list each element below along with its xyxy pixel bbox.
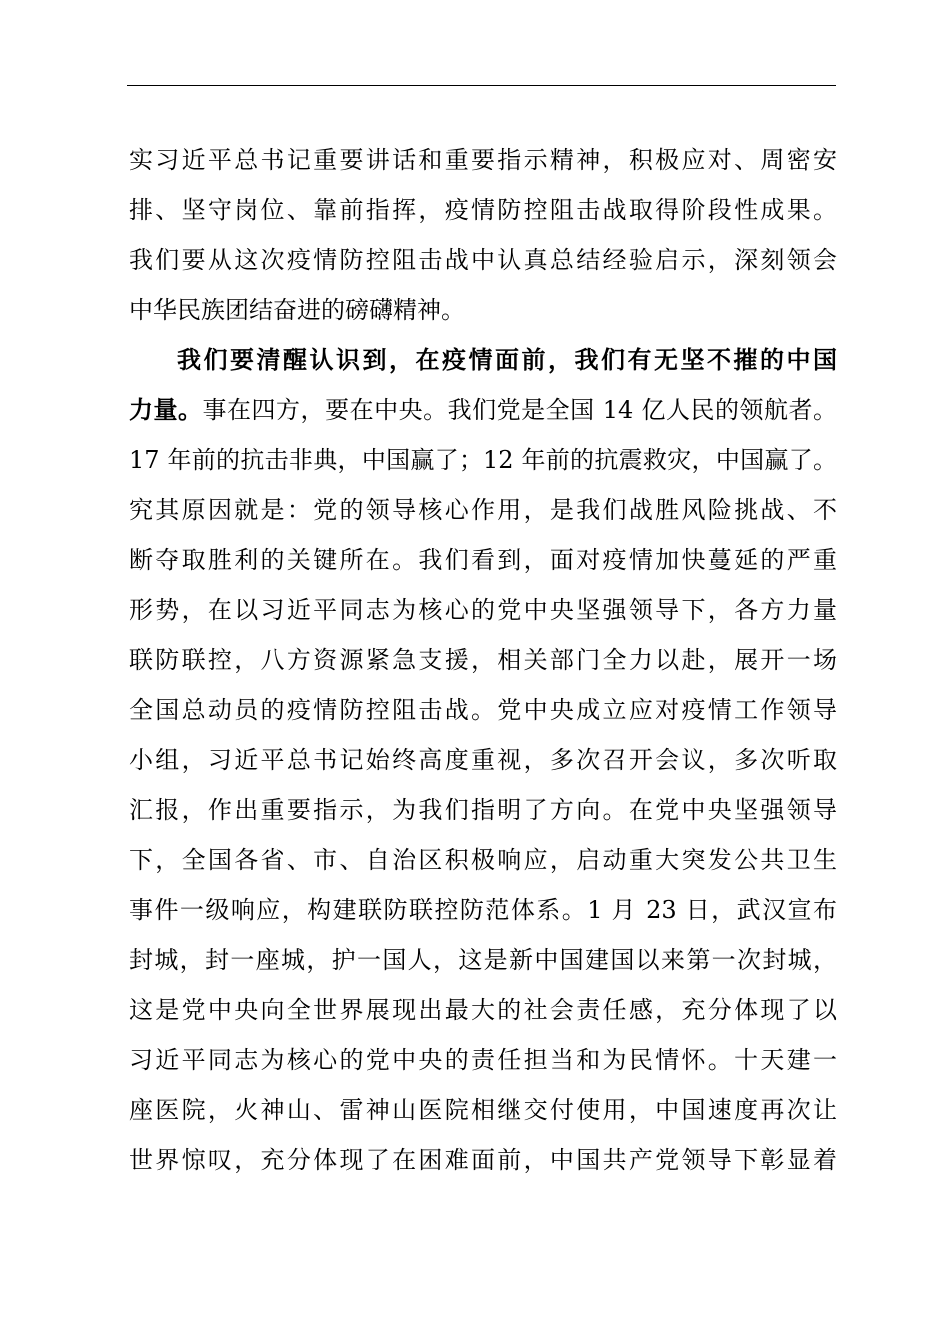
text-line: 形势，在以习近平同志为核心的党中央坚强领导下，各方力量	[129, 596, 837, 624]
text-line: 座医院，火神山、雷神山医院相继交付使用，中国速度再次让	[129, 1096, 837, 1124]
text-line: 封城，封一座城，护一国人，这是新中国建国以来第一次封城，	[129, 946, 837, 974]
text-line: 这是党中央向全世界展现出最大的社会责任感，充分体现了以	[129, 996, 837, 1024]
text-line: 全国总动员的疫情防控阻击战。党中央成立应对疫情工作领导	[129, 696, 837, 724]
paragraph-1	[129, 135, 837, 335]
text-line	[129, 385, 837, 435]
document-body	[129, 135, 837, 1185]
header-rule	[127, 85, 836, 86]
bold-lead-line: 我们要清醒认识到，在疫情面前，我们有无坚不摧的中国	[177, 345, 837, 374]
text-line: 排、坚守岗位、靠前指挥，疫情防控阻击战取得阶段性成果。	[129, 196, 837, 224]
text-line: 联防联控，八方资源紧急支援，相关部门全力以赴，展开一场	[129, 646, 837, 674]
text-line: 究其原因就是：党的领导核心作用，是我们战胜风险挑战、不	[129, 496, 837, 524]
text-segment: 事在四方，要在中央。我们党是全国 14 亿人民的领航者。	[202, 396, 838, 424]
text-line: 实习近平总书记重要讲话和重要指示精神，积极应对、周密安	[129, 146, 837, 174]
bold-lead-end: 力量。	[129, 395, 203, 424]
text-line: 中华民族团结奋进的磅礴精神。	[129, 296, 465, 324]
text-line: 我们要从这次疫情防控阻击战中认真总结经验启示，深刻领会	[129, 246, 837, 274]
text-line: 事件一级响应，构建联防联控防范体系。1 月 23 日，武汉宣布	[129, 896, 837, 924]
text-line: 17 年前的抗击非典，中国赢了；12 年前的抗震救灾，中国赢了。	[129, 446, 837, 474]
paragraph-2	[129, 335, 837, 1185]
text-line: 下，全国各省、市、自治区积极响应，启动重大突发公共卫生	[129, 846, 837, 874]
text-line: 汇报，作出重要指示，为我们指明了方向。在党中央坚强领导	[129, 796, 837, 824]
text-line: 习近平同志为核心的党中央的责任担当和为民情怀。十天建一	[129, 1046, 837, 1074]
text-line: 小组，习近平总书记始终高度重视，多次召开会议，多次听取	[129, 746, 837, 774]
text-line: 世界惊叹，充分体现了在困难面前，中国共产党领导下彰显着	[129, 1146, 837, 1174]
text-line: 断夺取胜利的关键所在。我们看到，面对疫情加快蔓延的严重	[129, 546, 837, 574]
